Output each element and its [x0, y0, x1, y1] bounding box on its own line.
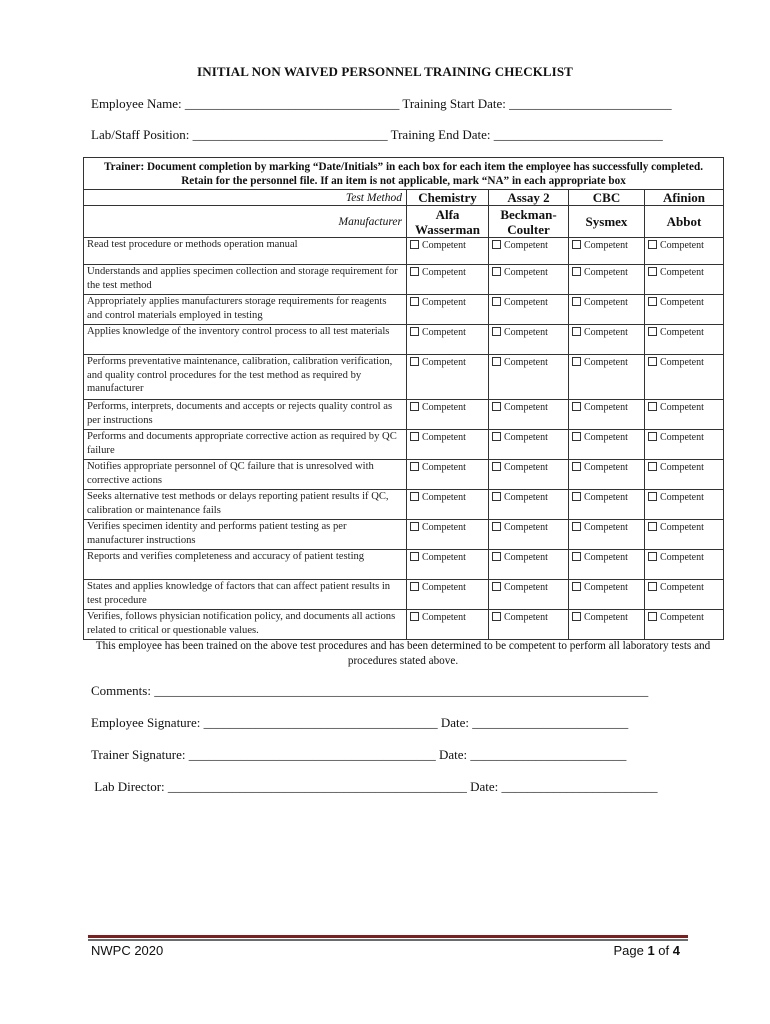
- competent-label: Competent: [584, 612, 628, 623]
- checkbox-icon[interactable]: [492, 327, 501, 336]
- competent-cell: [489, 325, 569, 355]
- competent-cell: [489, 295, 569, 325]
- checkbox-icon[interactable]: [492, 402, 501, 411]
- competent-cell: [645, 400, 724, 430]
- trainer-signature-field: Trainer Signature: ______________________________________ Date: ________________________: [91, 747, 627, 762]
- checklist-item-text: Verifies specimen identity and performs patient testing as per manufacturer instructions: [84, 520, 407, 550]
- checklist-row: [84, 355, 724, 400]
- checkbox-icon[interactable]: [572, 432, 581, 441]
- checkbox-icon[interactable]: [410, 327, 419, 336]
- competent-cell: [407, 430, 489, 460]
- page-prefix: Page: [613, 943, 648, 958]
- checkbox-icon[interactable]: [492, 432, 501, 441]
- column-test-method: CBC: [569, 190, 645, 206]
- test-method-label: Test Method: [84, 190, 407, 206]
- checkbox-icon[interactable]: [648, 402, 657, 411]
- competent-cell: [407, 325, 489, 355]
- competent-label: Competent: [660, 582, 704, 593]
- competent-label: Competent: [660, 552, 704, 563]
- competent-label: Competent: [504, 522, 548, 533]
- competent-label: Competent: [584, 327, 628, 338]
- competent-cell: [489, 238, 569, 265]
- competent-label: Competent: [422, 267, 466, 278]
- competent-cell: [569, 295, 645, 325]
- competent-label: Competent: [422, 402, 466, 413]
- column-test-method: Chemistry: [407, 190, 489, 206]
- competent-label: Competent: [660, 327, 704, 338]
- competent-label: Competent: [660, 462, 704, 473]
- competent-label: Competent: [504, 612, 548, 623]
- lab-director-signature-field: Lab Director: ______________________________________________ Date: ________________________: [91, 779, 658, 794]
- checkbox-icon[interactable]: [410, 522, 419, 531]
- checkbox-icon[interactable]: [572, 522, 581, 531]
- competent-label: Competent: [584, 522, 628, 533]
- competent-label: Competent: [660, 612, 704, 623]
- competent-label: Competent: [584, 402, 628, 413]
- competent-cell: [569, 430, 645, 460]
- checklist-row: [84, 580, 724, 610]
- employee-signature-field: Employee Signature: ____________________________________ Date: ________________________: [91, 715, 629, 730]
- competent-label: Competent: [584, 267, 628, 278]
- competent-label: Competent: [422, 582, 466, 593]
- checklist-row: [84, 295, 724, 325]
- checkbox-icon[interactable]: [572, 582, 581, 591]
- competent-cell: [407, 400, 489, 430]
- competent-label: Competent: [584, 552, 628, 563]
- checkbox-icon[interactable]: [648, 522, 657, 531]
- checkbox-icon[interactable]: [648, 582, 657, 591]
- competent-cell: [489, 610, 569, 640]
- checklist-row: [84, 325, 724, 355]
- checkbox-icon[interactable]: [572, 240, 581, 249]
- checkbox-icon[interactable]: [648, 357, 657, 366]
- competent-label: Competent: [584, 240, 628, 251]
- competent-cell: [569, 460, 645, 490]
- comments-field: Comments: ____________________________________________________________________________: [91, 683, 649, 698]
- manufacturer-label: Manufacturer: [84, 206, 407, 238]
- checkbox-icon[interactable]: [410, 267, 419, 276]
- competent-cell: [569, 400, 645, 430]
- competent-cell: [645, 520, 724, 550]
- competent-label: Competent: [422, 612, 466, 623]
- checkbox-icon[interactable]: [492, 552, 501, 561]
- checkbox-icon[interactable]: [648, 267, 657, 276]
- checkbox-icon[interactable]: [492, 357, 501, 366]
- checkbox-icon[interactable]: [648, 432, 657, 441]
- competent-cell: [645, 580, 724, 610]
- competent-cell: [407, 580, 489, 610]
- competent-cell: [645, 460, 724, 490]
- checkbox-icon[interactable]: [572, 612, 581, 621]
- competent-label: Competent: [660, 522, 704, 533]
- checkbox-icon[interactable]: [648, 327, 657, 336]
- competent-cell: [645, 490, 724, 520]
- competent-cell: [489, 265, 569, 295]
- competent-label: Competent: [422, 432, 466, 443]
- competent-label: Competent: [422, 240, 466, 251]
- checkbox-icon[interactable]: [648, 462, 657, 471]
- competent-cell: [407, 295, 489, 325]
- competent-label: Competent: [504, 432, 548, 443]
- competent-label: Competent: [584, 297, 628, 308]
- competent-cell: [569, 355, 645, 400]
- competent-cell: [645, 550, 724, 580]
- competent-cell: [569, 520, 645, 550]
- checkbox-icon[interactable]: [410, 432, 419, 441]
- competent-label: Competent: [504, 552, 548, 563]
- instructions-row: [84, 158, 724, 190]
- checkbox-icon[interactable]: [410, 552, 419, 561]
- competent-cell: [489, 580, 569, 610]
- competent-cell: [569, 550, 645, 580]
- checkbox-icon[interactable]: [572, 492, 581, 501]
- checkbox-icon[interactable]: [410, 582, 419, 591]
- competent-cell: [645, 430, 724, 460]
- competent-cell: [569, 265, 645, 295]
- footer-document-code: NWPC 2020: [91, 943, 164, 958]
- competent-cell: [645, 355, 724, 400]
- checkbox-icon[interactable]: [572, 402, 581, 411]
- competent-cell: [569, 325, 645, 355]
- competent-label: Competent: [584, 357, 628, 368]
- checklist-item-text: Applies knowledge of the inventory control process to all test materials: [84, 325, 407, 355]
- competent-label: Competent: [422, 522, 466, 533]
- competent-label: Competent: [660, 402, 704, 413]
- checkbox-icon[interactable]: [648, 612, 657, 621]
- competent-label: Competent: [504, 267, 548, 278]
- competent-label: Competent: [504, 357, 548, 368]
- checkbox-icon[interactable]: [572, 267, 581, 276]
- checklist-row: [84, 265, 724, 295]
- competent-label: Competent: [422, 552, 466, 563]
- column-test-method: Assay 2: [489, 190, 569, 206]
- competent-label: Competent: [660, 357, 704, 368]
- checklist-item-text: Notifies appropriate personnel of QC failure that is unresolved with corrective actions: [84, 460, 407, 490]
- checkbox-icon[interactable]: [410, 612, 419, 621]
- competent-label: Competent: [584, 462, 628, 473]
- checklist-row: [84, 490, 724, 520]
- checklist-item-text: Performs preventative maintenance, calibration, calibration verification, and quality control procedures for the test method as required by manufacturer: [84, 355, 407, 400]
- competent-cell: [645, 610, 724, 640]
- competent-cell: [489, 520, 569, 550]
- competent-label: Competent: [422, 462, 466, 473]
- competent-label: Competent: [422, 327, 466, 338]
- checklist-item-text: Seeks alternative test methods or delays reporting patient results if QC, calibration or maintenance fails: [84, 490, 407, 520]
- checkbox-icon[interactable]: [572, 462, 581, 471]
- competent-cell: [645, 295, 724, 325]
- checklist-row: [84, 550, 724, 580]
- competent-cell: [645, 238, 724, 265]
- competent-cell: [489, 430, 569, 460]
- checklist-item-text: Reports and verifies completeness and accuracy of patient testing: [84, 550, 407, 580]
- checkbox-icon[interactable]: [572, 327, 581, 336]
- checkbox-icon[interactable]: [648, 240, 657, 249]
- competent-label: Competent: [660, 297, 704, 308]
- checkbox-icon[interactable]: [572, 552, 581, 561]
- checkbox-icon[interactable]: [492, 462, 501, 471]
- checkbox-icon[interactable]: [492, 582, 501, 591]
- competent-label: Competent: [504, 402, 548, 413]
- competent-cell: [407, 238, 489, 265]
- checkbox-icon[interactable]: [492, 267, 501, 276]
- competent-cell: [489, 490, 569, 520]
- checkbox-icon[interactable]: [648, 492, 657, 501]
- checklist-item-text: Read test procedure or methods operation manual: [84, 238, 407, 265]
- trainer-instructions: Trainer: Document completion by marking “Date/Initials” in each box for each item the employee has successfully completed. Retain for the personnel file. If an item is not applicable, mark “NA” in each appropriate box: [84, 158, 724, 190]
- checklist-item-text: Performs, interprets, documents and accepts or rejects quality control as per instructions: [84, 400, 407, 430]
- checkbox-icon[interactable]: [410, 357, 419, 366]
- manufacturer-row: [84, 206, 724, 238]
- competent-cell: [569, 490, 645, 520]
- competent-label: Competent: [422, 357, 466, 368]
- test-method-row: [84, 190, 724, 206]
- competent-cell: [407, 520, 489, 550]
- employee-name-field: Employee Name: _________________________________ Training Start Date: _________________________: [91, 96, 672, 111]
- checkbox-icon[interactable]: [648, 552, 657, 561]
- column-manufacturer: Alfa Wasserman: [407, 206, 489, 238]
- page-title: INITIAL NON WAIVED PERSONNEL TRAINING CHECKLIST: [197, 64, 573, 79]
- competent-cell: [645, 265, 724, 295]
- footer-page-number: [613, 943, 680, 958]
- competent-label: Competent: [584, 582, 628, 593]
- competent-cell: [569, 238, 645, 265]
- checkbox-icon[interactable]: [410, 402, 419, 411]
- competent-cell: [407, 265, 489, 295]
- checkbox-icon[interactable]: [410, 492, 419, 501]
- competent-label: Competent: [504, 582, 548, 593]
- checklist-item-text: States and applies knowledge of factors that can affect patient results in test procedure: [84, 580, 407, 610]
- competent-cell: [407, 355, 489, 400]
- competent-label: Competent: [584, 492, 628, 503]
- competent-cell: [407, 610, 489, 640]
- checklist-row: [84, 460, 724, 490]
- checklist-row: [84, 520, 724, 550]
- competent-cell: [489, 550, 569, 580]
- competent-cell: [407, 550, 489, 580]
- checkbox-icon[interactable]: [492, 522, 501, 531]
- checklist-row: [84, 400, 724, 430]
- checkbox-icon[interactable]: [648, 297, 657, 306]
- competent-cell: [407, 460, 489, 490]
- competent-label: Competent: [422, 492, 466, 503]
- competent-cell: [489, 355, 569, 400]
- checkbox-icon[interactable]: [492, 612, 501, 621]
- competent-cell: [407, 490, 489, 520]
- training-checklist-table: [83, 157, 724, 640]
- competent-cell: [645, 325, 724, 355]
- checklist-item-text: Performs and documents appropriate corrective action as required by QC failure: [84, 430, 407, 460]
- checkbox-icon[interactable]: [410, 297, 419, 306]
- competent-label: Competent: [660, 240, 704, 251]
- competent-cell: [569, 610, 645, 640]
- checkbox-icon[interactable]: [410, 240, 419, 249]
- column-test-method: Afinion: [645, 190, 724, 206]
- checklist-item-text: Understands and applies specimen collection and storage requirement for the test method: [84, 265, 407, 295]
- checklist-row: [84, 430, 724, 460]
- competent-cell: [489, 460, 569, 490]
- footer-rule: [88, 939, 688, 941]
- page-current: 1: [647, 943, 655, 958]
- page-total: 4: [672, 943, 680, 958]
- competent-label: Competent: [504, 327, 548, 338]
- competent-label: Competent: [660, 432, 704, 443]
- checklist-item-text: Verifies, follows physician notification policy, and documents all actions related to critical or questionable values.: [84, 610, 407, 640]
- competent-label: Competent: [504, 462, 548, 473]
- checkbox-icon[interactable]: [572, 357, 581, 366]
- checkbox-icon[interactable]: [492, 240, 501, 249]
- checklist-row: [84, 610, 724, 640]
- page-middle: of: [654, 943, 673, 958]
- competent-cell: [489, 400, 569, 430]
- competent-label: Competent: [660, 492, 704, 503]
- footer-rule: [88, 935, 688, 938]
- column-manufacturer: Beckman-Coulter: [489, 206, 569, 238]
- column-manufacturer: Sysmex: [569, 206, 645, 238]
- competent-label: Competent: [660, 267, 704, 278]
- checkbox-icon[interactable]: [572, 297, 581, 306]
- checklist-item-text: Appropriately applies manufacturers storage requirements for reagents and control materials employed in testing: [84, 295, 407, 325]
- competent-label: Competent: [504, 297, 548, 308]
- checklist-row: [84, 238, 724, 265]
- competent-label: Competent: [504, 240, 548, 251]
- competent-cell: [569, 580, 645, 610]
- checkbox-icon[interactable]: [410, 462, 419, 471]
- checkbox-icon[interactable]: [492, 297, 501, 306]
- competent-label: Competent: [584, 432, 628, 443]
- checkbox-icon[interactable]: [492, 492, 501, 501]
- lab-staff-position-field: Lab/Staff Position: ______________________________ Training End Date: __________________________: [91, 127, 663, 142]
- competency-statement: This employee has been trained on the above test procedures and has been determined to be competent to perform all laboratory tests and procedures stated above.: [95, 640, 711, 667]
- competent-label: Competent: [422, 297, 466, 308]
- column-manufacturer: Abbot: [645, 206, 724, 238]
- competent-label: Competent: [504, 492, 548, 503]
